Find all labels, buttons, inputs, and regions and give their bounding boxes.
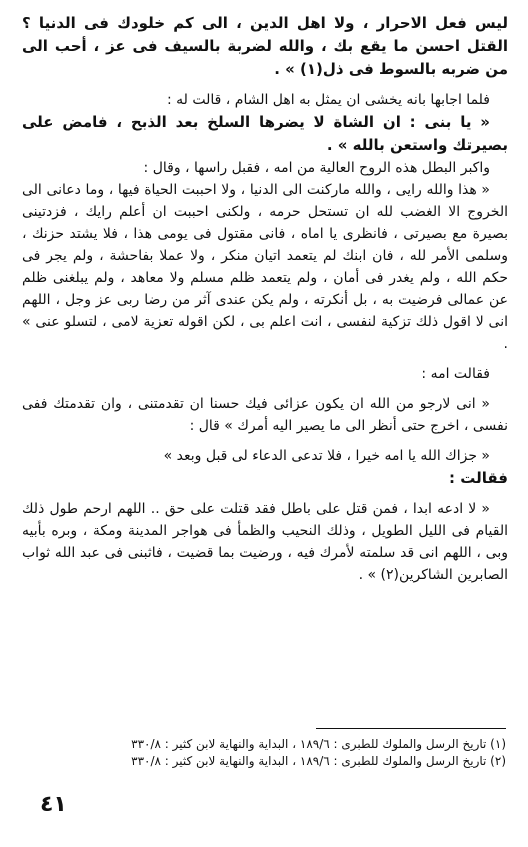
footnote-1: (١) تاريخ الرسل والملوك للطبرى : ١٨٩/٦ ، البداية والنهاية لابن كثير : ٣٣٠/٨ bbox=[131, 737, 506, 751]
paragraph-narration-1: فلما اجابها بانه يخشى ان يمثل به اهل الشام ، قالت له : bbox=[167, 92, 490, 108]
paragraph-mother-said: فقالت امه : bbox=[421, 366, 490, 382]
paragraph-son-speech: « هذا والله رايى ، والله ماركنت الى الدنيا ، ولا احببت الحياة فيها ، وما دعانى الى الخروج الا الغضب لله ان تستحل حرمه ، ولكنى احببت ان أعلم رايك ، فزدتينى بصيرة مع بصيرتى ، فانظرى يا اماه ، فانى مقتول فى يومى هذا ، فلا يشتد حزنك ، وسلمى الأمر لله ، فان ابنك لم يتعمد اتيان منكر ، ولا عملا بفاحشة ، ولم يجر فى حكم الله ، ولم يغدر فى أمان ، ولم يتعمد ظلم مسلم ولا معاهد ، ولم يبلغنى ظلم عن عمالى فرضيت به ، بل أنكرته ، ولم يكن عندى آثر من رضا ربى عز وجل ، اللهم انى لا اقول ذلك تزكية لنفسى ، انت اعلم بى ، لكن اقوله تعزية لامى ، لتسلو عنى » . bbox=[22, 182, 508, 352]
paragraph-she-said: فقالت : bbox=[449, 469, 508, 487]
paragraph-narration-2: واكبر البطل هذه الروح العالية من امه ، فقبل راسها ، وقال : bbox=[143, 160, 490, 176]
paragraph-mother-speech-2: « يا بنى : ان الشاة لا يضرها السلخ بعد الذبح ، فامض على بصيرتك واستعن بالله » . bbox=[22, 113, 508, 154]
paragraph-mother-speech-1: ليس فعل الاحرار ، ولا اهل الدين ، الى كم خلودك فى الدنيا ؟ القتل احسن ما يقع بك ، والله لضربة بالسيف فى عز ، أحب الى من ضربه بالسوط فى ذل(١) » . bbox=[22, 14, 508, 78]
paragraph-mother-reply: « انى لارجو من الله ان يكون عزائى فيك حسنا ان تقدمتنى ، وان تقدمتك ففى نفسى ، اخرج حتى أنظر الى ما يصير اليه أمرك » قال : bbox=[22, 396, 508, 434]
page-number: ٤١ bbox=[40, 792, 67, 817]
paragraph-mother-prayer: « لا ادعه ابدا ، فمن قتل على باطل فقد قتلت على حق .. اللهم ارحم طول ذلك القيام فى الليل الطويل ، وذلك النحيب والظمأ فى هواجر المدينة ومكة ، وبره بأبيه وبى ، اللهم انى قد سلمته لأمرك فيه ، ورضيت بما قضيت ، فاثبنى فى عبد الله ثواب الصابرين الشاكرين(٢) » . bbox=[22, 501, 508, 583]
footnote-divider bbox=[316, 728, 506, 729]
footnotes bbox=[22, 736, 506, 770]
footnote-2: (٢) تاريخ الرسل والملوك للطبرى : ١٨٩/٦ ، البداية والنهاية لابن كثير : ٣٣٠/٨ bbox=[131, 754, 506, 768]
book-page-body bbox=[22, 12, 508, 586]
paragraph-son-reply: « جزاك الله يا امه خيرا ، فلا تدعى الدعاء لى قبل وبعد » bbox=[163, 448, 490, 464]
